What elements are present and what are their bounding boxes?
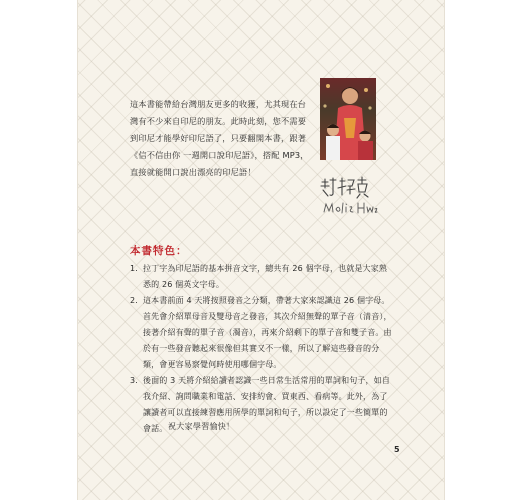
- intro-line: 直接就能開口說出漂亮的印尼語！: [130, 167, 256, 177]
- intro-line: 這本書能帶給台灣朋友更多的收獲，尤其現在台: [130, 99, 307, 109]
- closing-line: 祝大家學習愉快！: [168, 422, 235, 431]
- book-page: [78, 0, 444, 500]
- feature-item: [130, 293, 394, 373]
- feature-number: 3.: [130, 376, 138, 385]
- intro-line: 到印尼才能學好印尼語了，只要翻開本書，跟著: [130, 133, 307, 143]
- intro-line: 《信不信由你 一週開口說印尼語》，搭配 MP3，: [130, 150, 309, 160]
- feature-text: 這本書前面 4 天將按照發音之分類，帶著大家來認識這 26 個字母。首先會介紹單母音及雙母音之發音，其次介紹無聲的單子音（清音），接著介紹有聲的單子音（濁音），再來介紹剩下的單子音和雙子音。由於有一些發音聽起來很像但其實又不一樣，所以了解這些發音的分類，會更容易察覺何時使用哪個字母。: [143, 296, 392, 369]
- feature-number: 1.: [130, 264, 138, 273]
- features-list: [130, 261, 394, 437]
- intro-paragraph: [130, 96, 318, 181]
- signature-illustration: [318, 176, 378, 224]
- author-photo-illustration: [320, 78, 376, 160]
- feature-number: 2.: [130, 296, 138, 305]
- feature-text: 後面的 3 天將介紹給讀者認識一些日常生活常用的單詞和句子，如自我介紹、詢問職業和電話、安排約會、買東西、看病等。此外，為了讓讀者可以直接練習應用所學的單詞和句子，所以設定了一些簡單的會話。: [143, 376, 390, 433]
- feature-item: [130, 261, 394, 293]
- author-photo: [320, 78, 376, 160]
- features-heading: 本書特色：: [130, 245, 188, 257]
- intro-line: 灣有不少來自印尼的朋友。此時此刻，您不需要: [130, 116, 307, 126]
- feature-text: 拉丁字為印尼語的基本拼音文字，總共有 26 個字母，也就是大家熟悉的 26 個英文字母。: [143, 264, 388, 289]
- page-number: 5: [394, 445, 400, 454]
- author-signature: [318, 176, 378, 224]
